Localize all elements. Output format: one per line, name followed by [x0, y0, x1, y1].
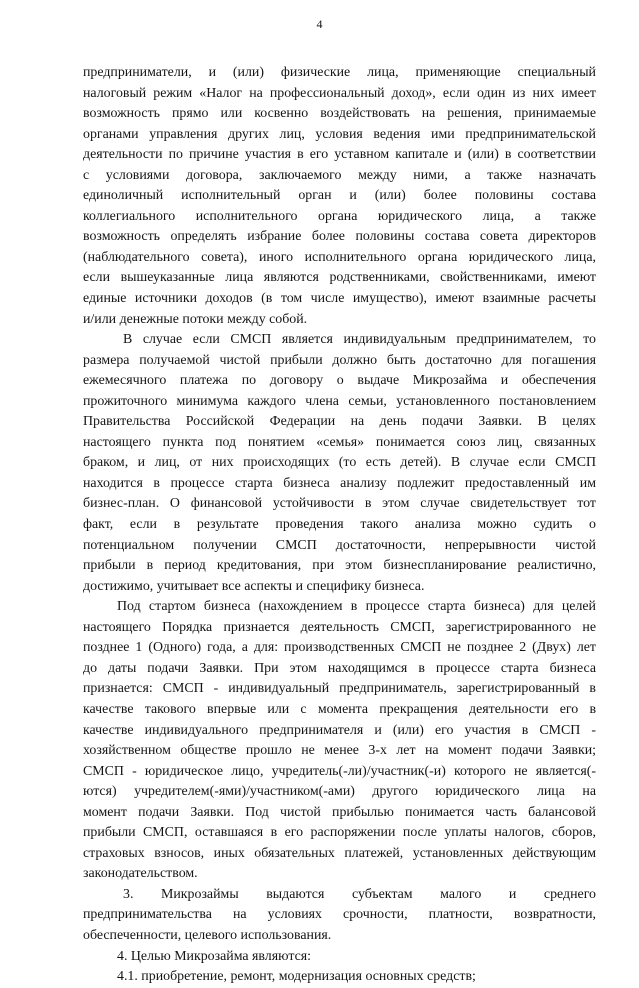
text-line: обеспеченности, целевого использования. — [83, 927, 332, 943]
text-line: единоличный исполнительный орган и (или) более половины состава — [83, 188, 596, 204]
text-line: до даты подачи Заявки. При этом находящимся в процессе старта бизнеса — [83, 660, 596, 676]
text-line: ются) учредителем(-ями)/участником(-ами) другого юридического лица на — [83, 784, 596, 800]
text-line: размера получаемой чистой прибыли должно быть достаточно для погашения — [83, 352, 596, 368]
text-line: потенциальном получении СМСП достаточности, непрерывности чистой — [83, 537, 596, 553]
paragraph-start-line: Под стартом бизнеса (нахождением в процессе старта бизнеса) для целей — [117, 599, 596, 615]
text-line: качестве индивидуального предпринимателя и (или) его участия в СМСП - — [83, 722, 596, 738]
text-line: настоящего Порядка признается деятельность СМСП, зарегистрированного не — [83, 619, 596, 635]
text-line: позднее 1 (Одного) года, а для: производственных СМСП не позднее 2 (Двух) лет — [83, 640, 596, 656]
paragraph-start-line: В случае если СМСП является индивидуальным предпринимателем, то — [123, 332, 596, 348]
text-line: факт, если в результате проведения такого анализа можно судить о — [83, 517, 596, 533]
text-line: достижимо, учитывает все аспекты и специфику бизнеса. — [83, 578, 425, 594]
list-item-line: 4.1. приобретение, ремонт, модернизация основных средств; — [117, 969, 476, 985]
text-line: СМСП - юридическое лицо, учредитель(-ли)/участник(-и) которого не является(- — [83, 763, 596, 779]
text-line: находится в процессе старта бизнеса анализу подлежит предоставленный им — [83, 475, 596, 491]
document-body — [83, 63, 596, 988]
text-line: предпринимательства на условиях срочности, платности, возвратности, — [83, 907, 596, 923]
text-line: прибыли в период кредитования, при этом бизнеспланирование реалистично, — [83, 558, 596, 574]
text-line: налоговый режим «Налог на профессиональный доход», если один из них имеет — [83, 85, 596, 101]
text-line: хозяйственном обществе прошло не менее 3-х лет на момент подачи Заявки; — [83, 743, 596, 759]
text-line: браком, и лиц, от них происходящих (то есть детей). В случае если СМСП — [83, 455, 596, 471]
text-line: Правительства Российской Федерации на день подачи Заявки. В целях — [83, 414, 596, 430]
text-line: (наблюдательного совета), иного исполнительного органа юридического лица, — [83, 249, 596, 265]
page-number: 4 — [316, 17, 323, 31]
paragraph-start-line: 3. Микрозаймы выдаются субъектам малого и среднего — [123, 886, 596, 902]
text-line: если вышеуказанные лица являются родственниками, свойственниками, имеют — [83, 270, 596, 286]
text-line: и/или денежные потоки между собой. — [83, 311, 308, 327]
text-line: бизнес-план. О финансовой устойчивости в этом случае свидетельствует тот — [83, 496, 596, 512]
text-line: возможность определять избрание более половины состава совета директоров — [83, 229, 596, 245]
text-line: деятельности по причине участия в его уставном капитале и (или) в соответствии — [83, 147, 596, 163]
text-line: с условиями договора, заключаемого между ними, а также назначать — [83, 167, 596, 183]
text-line: ежемесячного платежа по договору о выдаче Микрозайма и обеспечения — [83, 373, 596, 389]
text-line: прожиточного минимума каждого члена семьи, установленного постановлением — [83, 393, 596, 409]
text-line: органами управления других лиц, условия ведения ими предпринимательской — [83, 126, 596, 142]
text-line: законодательством. — [83, 866, 198, 882]
text-line: возможность прямо или косвенно воздействовать на решения, принимаемые — [83, 106, 596, 122]
text-line: качестве такового впервые или с момента прекращения деятельности его в — [83, 701, 596, 717]
text-line: коллегиального исполнительного органа юридического лица, а также — [83, 208, 596, 224]
text-line: предприниматели, и (или) физические лица, применяющие специальный — [83, 65, 596, 80]
text-line: прибыли СМСП, оставшаяся в его распоряжении после уплаты налогов, сборов, — [83, 825, 596, 841]
text-line: настоящего пункта под понятием «семья» понимается союз лиц, связанных — [83, 434, 596, 450]
text-line: страховых взносов, иных обязательных платежей, установленных действующим — [83, 845, 596, 861]
text-line: момент подачи Заявки. Под чистой прибылью понимается часть балансовой — [83, 804, 596, 820]
paragraph-start-line: 4. Целью Микрозайма являются: — [117, 948, 311, 964]
text-line: единые источники доходов (в том числе имущество), имеют взаимные расчеты — [83, 291, 596, 307]
text-line: признается: СМСП - индивидуальный предприниматель, зарегистрированный в — [83, 681, 596, 697]
